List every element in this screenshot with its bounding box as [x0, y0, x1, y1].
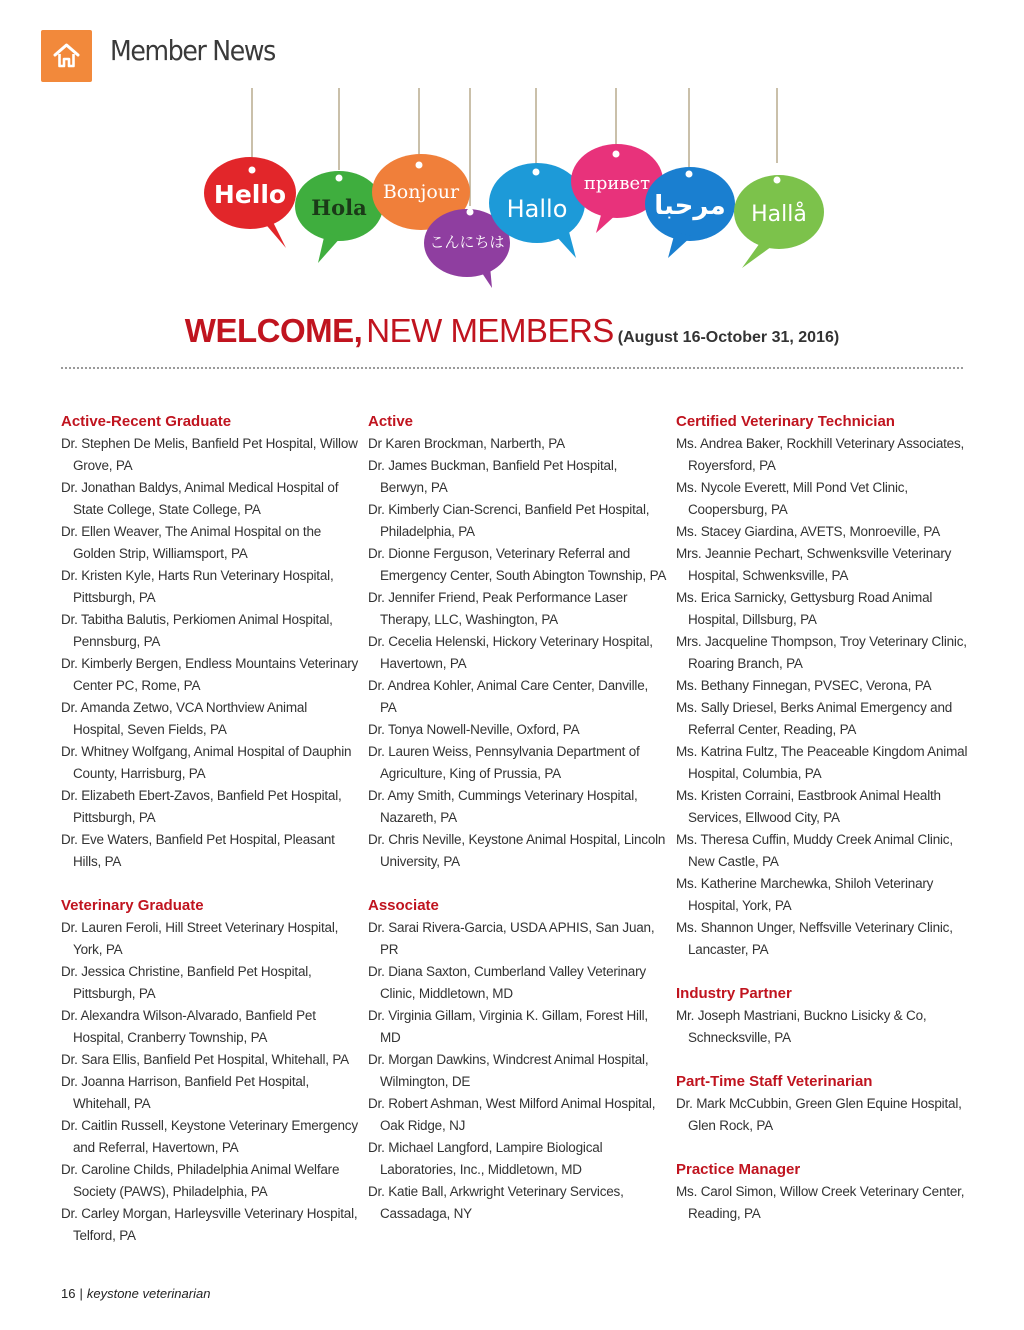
member-column-2	[368, 411, 668, 1247]
member-entry: Ms. Katrina Fultz, The Peaceable Kingdom Animal Hospital, Columbia, PA	[676, 744, 968, 781]
category-heading: Certified Veterinary Technician	[676, 413, 895, 430]
footer-separator: |	[79, 1286, 83, 1301]
greeting-text: Hallå	[751, 202, 807, 227]
category-heading: Active-Recent Graduate	[61, 413, 232, 430]
bubble-marhaba	[645, 167, 735, 258]
page-number: 16	[61, 1286, 76, 1301]
greeting-text: مرحبا	[654, 191, 726, 221]
bubble-hello	[204, 157, 296, 248]
home-icon	[51, 40, 82, 71]
dotted-divider	[61, 367, 963, 369]
member-entry: Dr. Carley Morgan, Harleysville Veterinary Hospital, Telford, PA	[61, 1206, 358, 1243]
section-title: Member News	[110, 34, 275, 67]
member-entry: Ms. Stacey Giardina, AVETS, Monroeville, PA	[676, 524, 941, 539]
greeting-bubbles-illustration	[0, 88, 1024, 318]
member-entry: Dr. Morgan Dawkins, Windcrest Animal Hospital, Wilmington, DE	[368, 1052, 649, 1089]
member-entry: Ms. Theresa Cuffin, Muddy Creek Animal Clinic, New Castle, PA	[676, 832, 953, 869]
bubble-halla	[734, 175, 824, 268]
member-category	[676, 1159, 976, 1225]
member-list	[676, 1093, 976, 1137]
member-entry: Dr. Elizabeth Ebert-Zavos, Banfield Pet Hospital, Pittsburgh, PA	[61, 788, 342, 825]
member-entry: Ms. Erica Sarnicky, Gettysburg Road Animal Hospital, Dillsburg, PA	[676, 590, 933, 627]
category-heading: Active	[368, 413, 414, 430]
bubble-hola	[295, 171, 383, 263]
member-entry: Dr. James Buckman, Banfield Pet Hospital, Berwyn, PA	[368, 458, 618, 495]
member-list	[368, 917, 668, 1225]
member-entry: Dr. Alexandra Wilson-Alvarado, Banfield Pet Hospital, Cranberry Township, PA	[61, 1008, 316, 1045]
member-entry: Ms. Bethany Finnegan, PVSEC, Verona, PA	[676, 678, 932, 693]
category-heading: Practice Manager	[676, 1161, 801, 1178]
member-entry: Ms. Kristen Corraini, Eastbrook Animal Health Services, Ellwood City, PA	[676, 788, 941, 825]
member-entry: Ms. Sally Driesel, Berks Animal Emergency and Referral Center, Reading, PA	[676, 700, 953, 737]
member-entry: Dr. Michael Langford, Lampire Biological Laboratories, Inc., Middletown, MD	[368, 1140, 603, 1177]
member-category	[368, 895, 668, 1225]
member-list	[676, 1181, 976, 1225]
member-entry: Dr. Tonya Nowell-Neville, Oxford, PA	[368, 722, 580, 737]
member-entry: Dr. Stephen De Melis, Banfield Pet Hospital, Willow Grove, PA	[61, 436, 358, 473]
member-entry: Dr. Kristen Kyle, Harts Run Veterinary Hospital, Pittsburgh, PA	[61, 568, 334, 605]
welcome-heading	[0, 312, 1024, 350]
page-footer	[61, 1286, 210, 1301]
member-entry: Ms. Katherine Marchewka, Shiloh Veterinary Hospital, York, PA	[676, 876, 934, 913]
member-entry: Dr. Eve Waters, Banfield Pet Hospital, Pleasant Hills, PA	[61, 832, 335, 869]
member-entry: Mrs. Jacqueline Thompson, Troy Veterinary Clinic, Roaring Branch, PA	[676, 634, 967, 671]
member-entry: Dr. Whitney Wolfgang, Animal Hospital of Dauphin County, Harrisburg, PA	[61, 744, 352, 781]
publication-name: keystone veterinarian	[86, 1286, 211, 1301]
greeting-text: Hola	[311, 195, 367, 220]
member-list	[368, 433, 668, 873]
welcome-bold: WELCOME,	[184, 312, 363, 349]
member-entry: Ms. Shannon Unger, Neffsville Veterinary Clinic, Lancaster, PA	[676, 920, 953, 957]
member-entry: Dr. Sarai Rivera-Garcia, USDA APHIS, San Juan, PR	[368, 920, 655, 957]
member-entry: Mr. Joseph Mastriani, Buckno Lisicky & Co, Schnecksville, PA	[676, 1008, 927, 1045]
greeting-text: Hallo	[506, 195, 568, 223]
member-list	[61, 917, 361, 1247]
member-entry: Dr. Caroline Childs, Philadelphia Animal Welfare Society (PAWS), Philadelphia, PA	[61, 1162, 340, 1199]
member-entry: Dr. Diana Saxton, Cumberland Valley Veterinary Clinic, Middletown, MD	[368, 964, 646, 1001]
member-category	[61, 411, 361, 873]
member-list	[61, 433, 361, 873]
member-entry: Dr. Kimberly Bergen, Endless Mountains Veterinary Center PC, Rome, PA	[61, 656, 359, 693]
member-list	[676, 1005, 976, 1049]
greeting-text: こんにちは	[429, 233, 505, 251]
member-category	[676, 1071, 976, 1137]
member-entry: Dr. Kimberly Cian-Screnci, Banfield Pet Hospital, Philadelphia, PA	[368, 502, 650, 539]
welcome-light: NEW MEMBERS	[366, 312, 614, 349]
member-entry: Ms. Nycole Everett, Mill Pond Vet Clinic, Coopersburg, PA	[676, 480, 908, 517]
member-entry: Ms. Andrea Baker, Rockhill Veterinary Associates, Royersford, PA	[676, 436, 965, 473]
member-entry: Dr. Ellen Weaver, The Animal Hospital on the Golden Strip, Williamsport, PA	[61, 524, 322, 561]
member-entry: Dr. Amy Smith, Cummings Veterinary Hospital, Nazareth, PA	[368, 788, 638, 825]
member-entry: Dr. Andrea Kohler, Animal Care Center, Danville, PA	[368, 678, 649, 715]
member-entry: Dr. Sara Ellis, Banfield Pet Hospital, Whitehall, PA	[61, 1052, 349, 1067]
member-category	[676, 983, 976, 1049]
member-entry: Ms. Carol Simon, Willow Creek Veterinary Center, Reading, PA	[676, 1184, 965, 1221]
category-heading: Associate	[368, 897, 439, 914]
member-entry: Dr. Tabitha Balutis, Perkiomen Animal Hospital, Pennsburg, PA	[61, 612, 333, 649]
member-entry: Dr. Lauren Weiss, Pennsylvania Department of Agriculture, King of Prussia, PA	[368, 744, 640, 781]
category-heading: Veterinary Graduate	[61, 897, 204, 914]
member-column-3	[676, 411, 976, 1247]
greeting-text: привет	[583, 173, 651, 194]
member-entry: Dr. Joanna Harrison, Banfield Pet Hospital, Whitehall, PA	[61, 1074, 310, 1111]
home-icon-badge[interactable]	[41, 30, 92, 82]
member-entry: Dr. Chris Neville, Keystone Animal Hospital, Lincoln University, PA	[368, 832, 666, 869]
member-entry: Dr Karen Brockman, Narberth, PA	[368, 436, 565, 451]
greeting-text: Bonjour	[382, 181, 460, 203]
member-entry: Dr. Jessica Christine, Banfield Pet Hospital, Pittsburgh, PA	[61, 964, 312, 1001]
welcome-dates: (August 16-October 31, 2016)	[617, 329, 840, 346]
member-entry: Dr. Amanda Zetwo, VCA Northview Animal Hospital, Seven Fields, PA	[61, 700, 308, 737]
member-entry: Dr. Jonathan Baldys, Animal Medical Hospital of State College, State College, PA	[61, 480, 339, 517]
member-entry: Dr. Dionne Ferguson, Veterinary Referral and Emergency Center, South Abington Township, PA	[368, 546, 667, 583]
member-entry: Dr. Jennifer Friend, Peak Performance Laser Therapy, LLC, Washington, PA	[368, 590, 628, 627]
member-entry: Dr. Katie Ball, Arkwright Veterinary Services, Cassadaga, NY	[368, 1184, 624, 1221]
member-entry: Dr. Cecelia Helenski, Hickory Veterinary Hospital, Havertown, PA	[368, 634, 653, 671]
member-category	[368, 411, 668, 873]
member-column-1	[61, 411, 361, 1269]
member-category	[676, 411, 976, 961]
member-list	[676, 433, 976, 961]
member-entry: Dr. Mark McCubbin, Green Glen Equine Hospital, Glen Rock, PA	[676, 1096, 962, 1133]
greeting-text: Hello	[213, 180, 287, 209]
category-heading: Industry Partner	[676, 985, 792, 1002]
member-category	[61, 895, 361, 1247]
member-entry: Dr. Robert Ashman, West Milford Animal Hospital, Oak Ridge, NJ	[368, 1096, 656, 1133]
member-entry: Dr. Lauren Feroli, Hill Street Veterinary Hospital, York, PA	[61, 920, 339, 957]
member-entry: Dr. Virginia Gillam, Virginia K. Gillam, Forest Hill, MD	[368, 1008, 648, 1045]
category-heading: Part-Time Staff Veterinarian	[676, 1073, 873, 1090]
member-entry: Dr. Caitlin Russell, Keystone Veterinary Emergency and Referral, Havertown, PA	[61, 1118, 358, 1155]
member-entry: Mrs. Jeannie Pechart, Schwenksville Veterinary Hospital, Schwenksville, PA	[676, 546, 952, 583]
